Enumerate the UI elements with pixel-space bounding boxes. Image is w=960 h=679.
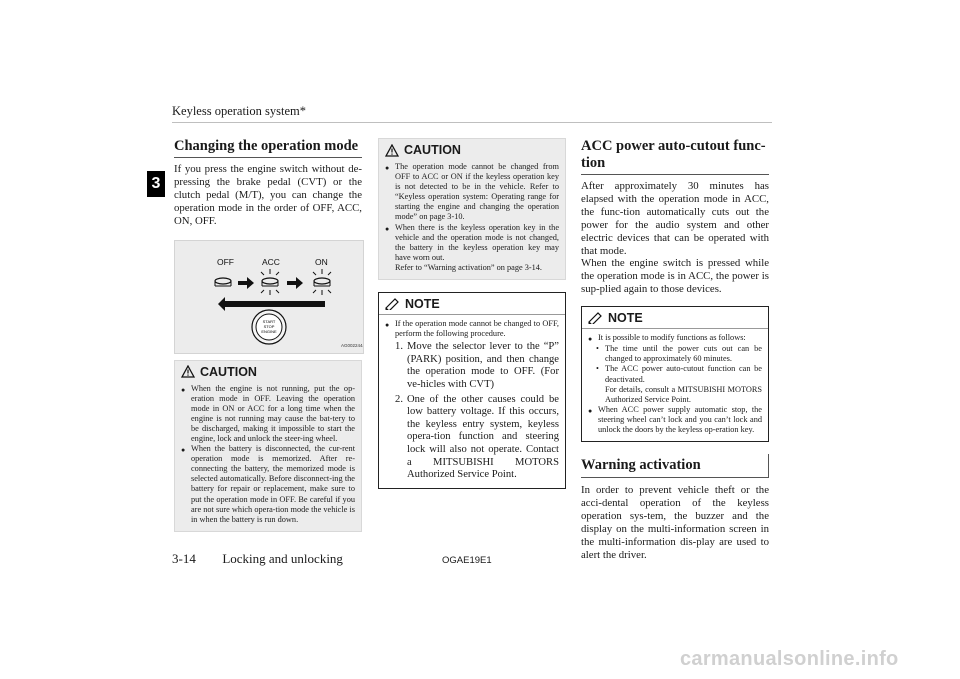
- caution-item: ● When there is the keyless operation key in the vehicle and the operation mode is not changed, the battery in the keyless operation key may have worn out.: [385, 222, 559, 262]
- manual-code: OGAE19E1: [442, 555, 492, 566]
- caution-item: ● When the engine is not running, put the op-eration mode in OFF. Leaving the operation mode in ON or ACC for a long time when the engine is not running may cause the bat-tery to be discharged, making it impossible to start the engine, lock and unlock the steer-ing wheel.: [181, 383, 355, 443]
- svg-text:ENGINE: ENGINE: [261, 328, 277, 334]
- engine-switch-figure: [174, 240, 364, 354]
- column-caution-note: [378, 138, 566, 489]
- acc-lamp-icon: [261, 269, 279, 295]
- label-acc: ACC: [262, 256, 280, 267]
- note-label: NOTE: [405, 297, 440, 312]
- page-header-title: Keyless operation system*: [172, 104, 307, 118]
- note-label: NOTE: [608, 311, 643, 326]
- off-lamp-icon: [215, 278, 231, 286]
- warning-triangle-icon: [385, 144, 399, 157]
- procedure-step: 1. Move the selector lever to the “P” (PARK) position, and then change the operation mode to OFF. (For ve-hicles with CVT): [395, 341, 559, 390]
- section-heading-acc-cutout: ACC power auto-cutout func-tion: [581, 138, 769, 175]
- note-item: ● When ACC power supply automatic stop, the steering wheel can’t lock and you can’t lock and unlock the doors by the keyless op-eration key.: [588, 404, 762, 434]
- header-divider: [172, 122, 772, 123]
- section-name: Locking and unlocking: [222, 551, 343, 566]
- note-box-2: [581, 306, 769, 442]
- acc-para-2: When the engine switch is pressed while the operation mode is in ACC, the power is sup-plied again to those devices.: [581, 257, 769, 296]
- on-lamp-icon: [313, 269, 331, 295]
- caution-item: ● When the battery is disconnected, the cur-rent operation mode is memorized. After re-connecting the battery, the memorized mode is selected automatically. Before disconnect-ing the battery for repair or replacement, make sure to put the operation mode in OFF. Be careful if you are not sure which opera-tion mode the vehicle is in when the battery is run down.: [181, 444, 355, 524]
- figure-code: AG0022444: [341, 342, 363, 348]
- caution-title-2: [379, 139, 565, 160]
- watermark: carmanualsonline.info: [680, 648, 899, 670]
- note-item: ● If the operation mode cannot be changed to OFF, perform the following procedure.: [385, 319, 559, 339]
- chapter-tab: 3: [147, 171, 165, 197]
- warning-triangle-icon: [181, 365, 195, 378]
- note-pencil-icon: [385, 298, 400, 310]
- svg-text:START: START: [262, 318, 276, 324]
- section-heading-operation-mode: Changing the operation mode: [174, 138, 362, 158]
- label-on: ON: [315, 256, 328, 267]
- arrow-right-icon: [238, 277, 254, 289]
- warning-activation-para: In order to prevent vehicle theft or the acci-dental operation of the keyless operation sys-tem, the buzzer and the display on the multi-information screen in the multi-information dis-play are used to alert the driver.: [581, 484, 769, 561]
- caution-label: CAUTION: [200, 364, 257, 379]
- note-subitem: • The ACC power auto-cutout function can be deactivated.: [596, 364, 762, 384]
- note-pencil-icon: [588, 312, 603, 324]
- caution-label: CAUTION: [404, 143, 461, 157]
- note-item: ● It is possible to modify functions as follows:: [588, 333, 746, 344]
- page-footer: [172, 551, 343, 567]
- column-operation-mode: [174, 138, 362, 532]
- column-acc-power: [581, 138, 769, 562]
- caution-item-continued: Refer to “Warning activation” on page 3-14.: [395, 262, 543, 272]
- procedure-step: 2. One of the other causes could be low battery voltage. If this occurs, the keyless entry system, keyless opera-tion function and steering lock will also not operate. Contact a MITSUBISHI MOTORS Authorized Service Point.: [395, 393, 559, 481]
- caution-box-1: [174, 360, 362, 532]
- note-title-2: [582, 307, 768, 329]
- page-number: 3-14: [172, 551, 196, 566]
- svg-text:STOP: STOP: [263, 323, 275, 329]
- caution-item: ● The operation mode cannot be changed from OFF to ACC or ON if the keyless operation key is not detected to be in the vehicle. Refer to “Keyless operation system: Operating range for starting the engine and changing the operation mode” on page 3-10.: [385, 162, 559, 222]
- engine-start-button-icon: [252, 310, 286, 344]
- note-title-1: [379, 293, 565, 315]
- note-box-1: [378, 292, 566, 489]
- section-heading-warning-activation: Warning activation: [581, 454, 769, 478]
- operation-mode-intro: If you press the engine switch without de-pressing the brake pedal (CVT) or the clutch pedal (M/T), you can change the operation mode in the order of OFF, ACC, ON, OFF.: [174, 163, 362, 227]
- caution-box-2: [378, 138, 566, 280]
- engine-switch-diagram: [175, 241, 363, 353]
- return-bar: [223, 301, 325, 307]
- note-subitem-continued: For details, consult a MITSUBISHI MOTORS Authorized Service Point.: [605, 384, 762, 404]
- arrow-right-icon-2: [287, 277, 303, 289]
- caution-title-1: [175, 361, 361, 382]
- acc-para-1: After approximately 30 minutes has elapsed with the operation mode in ACC, the func-tion automatically cuts out the power for the audio system and other electric devices that can be operated with that mode.: [581, 180, 769, 257]
- label-off: OFF: [217, 256, 234, 267]
- note-subitem: • The time until the power cuts out can be changed to approximately 60 minutes.: [596, 344, 762, 364]
